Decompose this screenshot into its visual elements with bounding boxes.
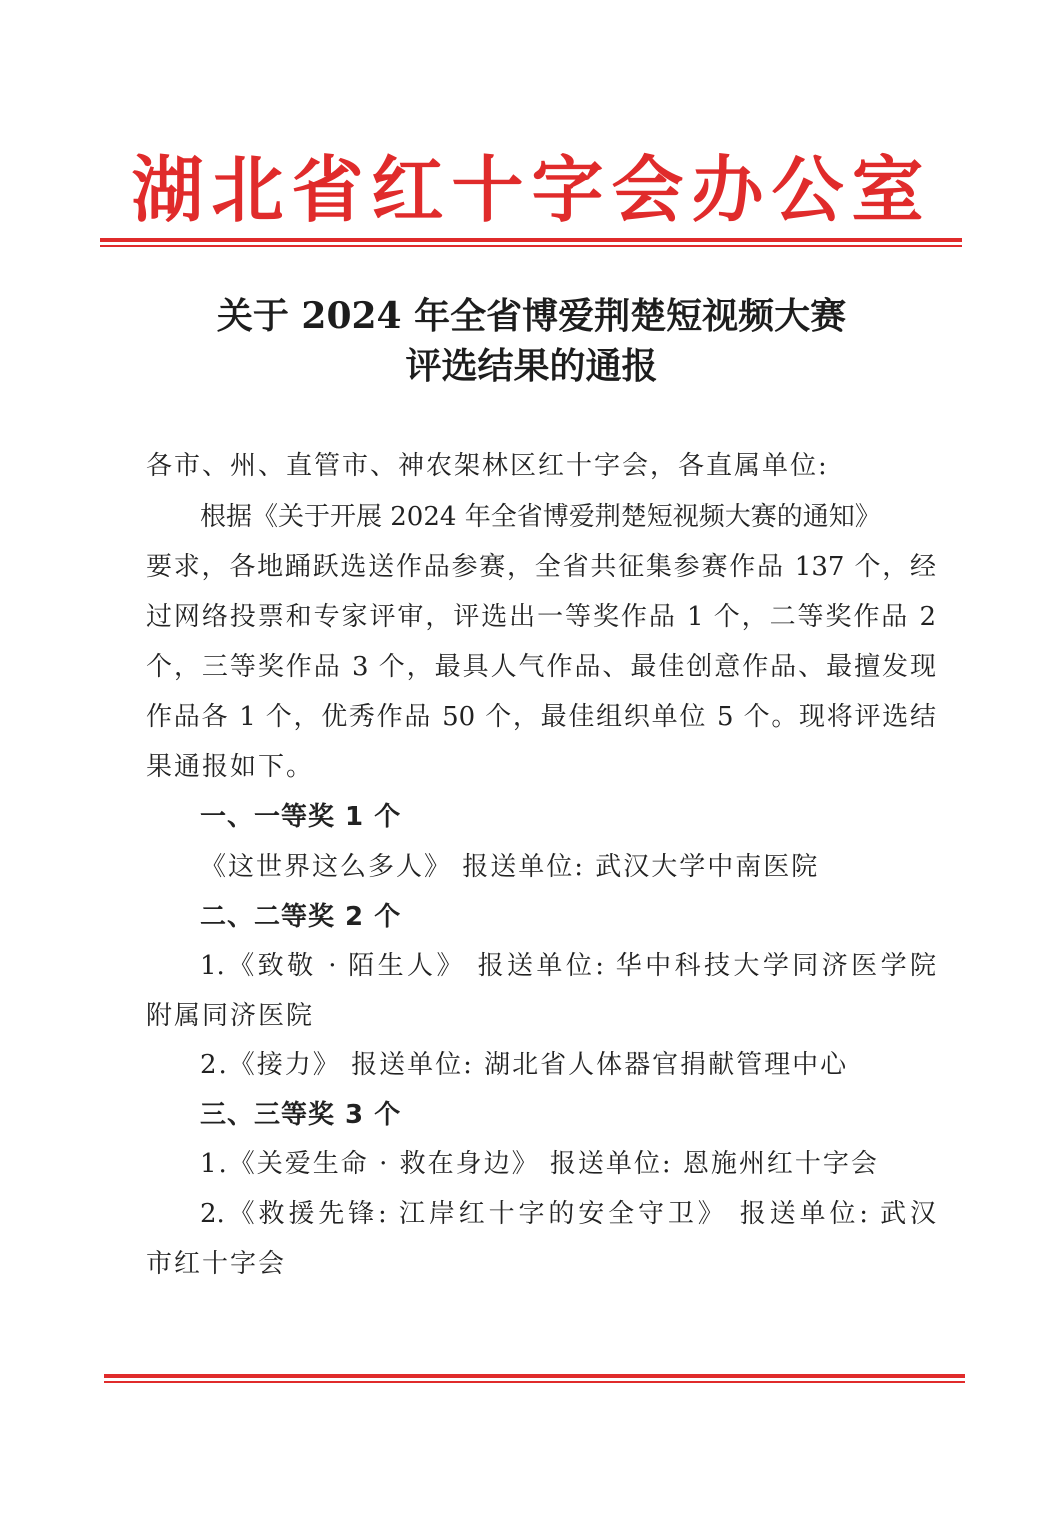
paragraph-line: 个，三等奖作品 3 个，最具人气作品、最佳创意作品、最擅发现 — [146, 652, 936, 682]
third-prize-entry-1: 1.《关爱生命 · 救在身边》 报送单位: 恩施州红十字会 — [200, 1149, 879, 1179]
first-prize-heading: 一、一等奖 1 个 — [200, 802, 402, 832]
paragraph-line: 果通报如下。 — [146, 752, 315, 782]
header-rule-thick — [100, 238, 962, 242]
footer-rule-thick — [104, 1374, 965, 1378]
paragraph-line: 要求，各地踊跃选送作品参赛，全省共征集参赛作品 137 个，经 — [146, 552, 936, 582]
header-rule-thin — [100, 245, 962, 247]
paragraph-line: 根据《关于开展 2024 年全省博爱荆楚短视频大赛的通知》 — [200, 502, 881, 532]
addressee: 各市、州、直管市、神农架林区红十字会，各直属单位: — [146, 451, 829, 481]
third-prize-entry-2-continued: 市红十字会 — [146, 1249, 287, 1279]
second-prize-entry-1: 1.《致敬 · 陌生人》 报送单位: 华中科技大学同济医学院 — [200, 951, 936, 981]
first-prize-entry: 《这世界这么多人》 报送单位: 武汉大学中南医院 — [200, 852, 820, 882]
org-header-title: 湖北省红十字会办公室 — [131, 148, 932, 232]
paragraph-line: 过网络投票和专家评审，评选出一等奖作品 1 个，二等奖作品 2 — [146, 602, 936, 632]
document-title-line-1: 关于 2024 年全省博爱荆楚短视频大赛 — [216, 295, 847, 337]
second-prize-entry-2: 2.《接力》 报送单位: 湖北省人体器官捐献管理中心 — [200, 1050, 849, 1080]
second-prize-entry-1-continued: 附属同济医院 — [146, 1001, 315, 1031]
third-prize-entry-2: 2.《救援先锋: 江岸红十字的安全守卫》 报送单位: 武汉 — [200, 1199, 936, 1229]
second-prize-heading: 二、二等奖 2 个 — [200, 902, 402, 932]
paragraph-line: 作品各 1 个，优秀作品 50 个，最佳组织单位 5 个。现将评选结 — [146, 702, 936, 732]
third-prize-heading: 三、三等奖 3 个 — [200, 1100, 402, 1130]
document-title-line-2: 评选结果的通报 — [405, 345, 658, 387]
footer-rule-thin — [104, 1381, 965, 1383]
